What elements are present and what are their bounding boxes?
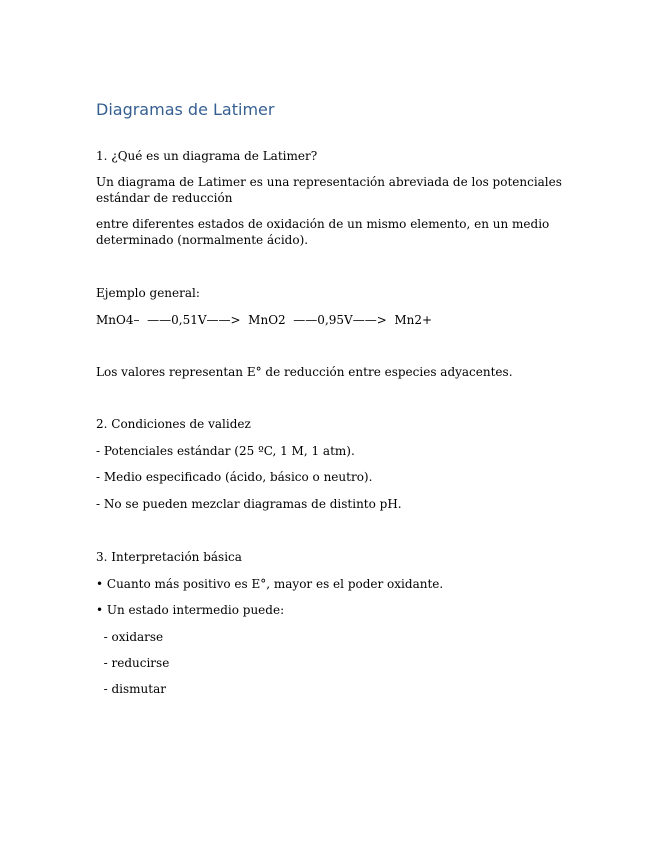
example-label: Ejemplo general: xyxy=(96,286,200,300)
validity-item-2: - Medio especificado (ácido, básico o neutro). xyxy=(96,470,373,484)
interpretation-bullet-2: • Un estado intermedio puede: xyxy=(96,603,285,617)
section-1-heading: 1. ¿Qué es un diagrama de Latimer? xyxy=(96,149,318,163)
intermediate-option-dismutar: - dismutar xyxy=(96,682,166,696)
intermediate-option-reducirse: - reducirse xyxy=(96,656,170,670)
values-explanation: Los valores representan E° de reducción entre especies adyacentes. xyxy=(96,365,513,379)
section-2-heading: 2. Condiciones de validez xyxy=(96,417,251,431)
latimer-example-diagram: MnO4– ——0,51V——> MnO2 ——0,95V——> Mn2+ xyxy=(96,313,433,327)
document-title: Diagramas de Latimer xyxy=(96,100,275,119)
definition-paragraph-1: Un diagrama de Latimer es una representación abreviada de los potenciales estándar de reducción xyxy=(96,175,562,205)
validity-item-3: - No se pueden mezclar diagramas de distinto pH. xyxy=(96,497,402,511)
interpretation-bullet-1: • Cuanto más positivo es E°, mayor es el poder oxidante. xyxy=(96,577,444,591)
definition-paragraph-2: entre diferentes estados de oxidación de un mismo elemento, en un medio determinado (normalmente ácido). xyxy=(96,217,550,247)
intermediate-option-oxidarse: - oxidarse xyxy=(96,630,164,644)
section-3-heading: 3. Interpretación básica xyxy=(96,550,242,564)
validity-item-1: - Potenciales estándar (25 ºC, 1 M, 1 atm). xyxy=(96,444,355,458)
